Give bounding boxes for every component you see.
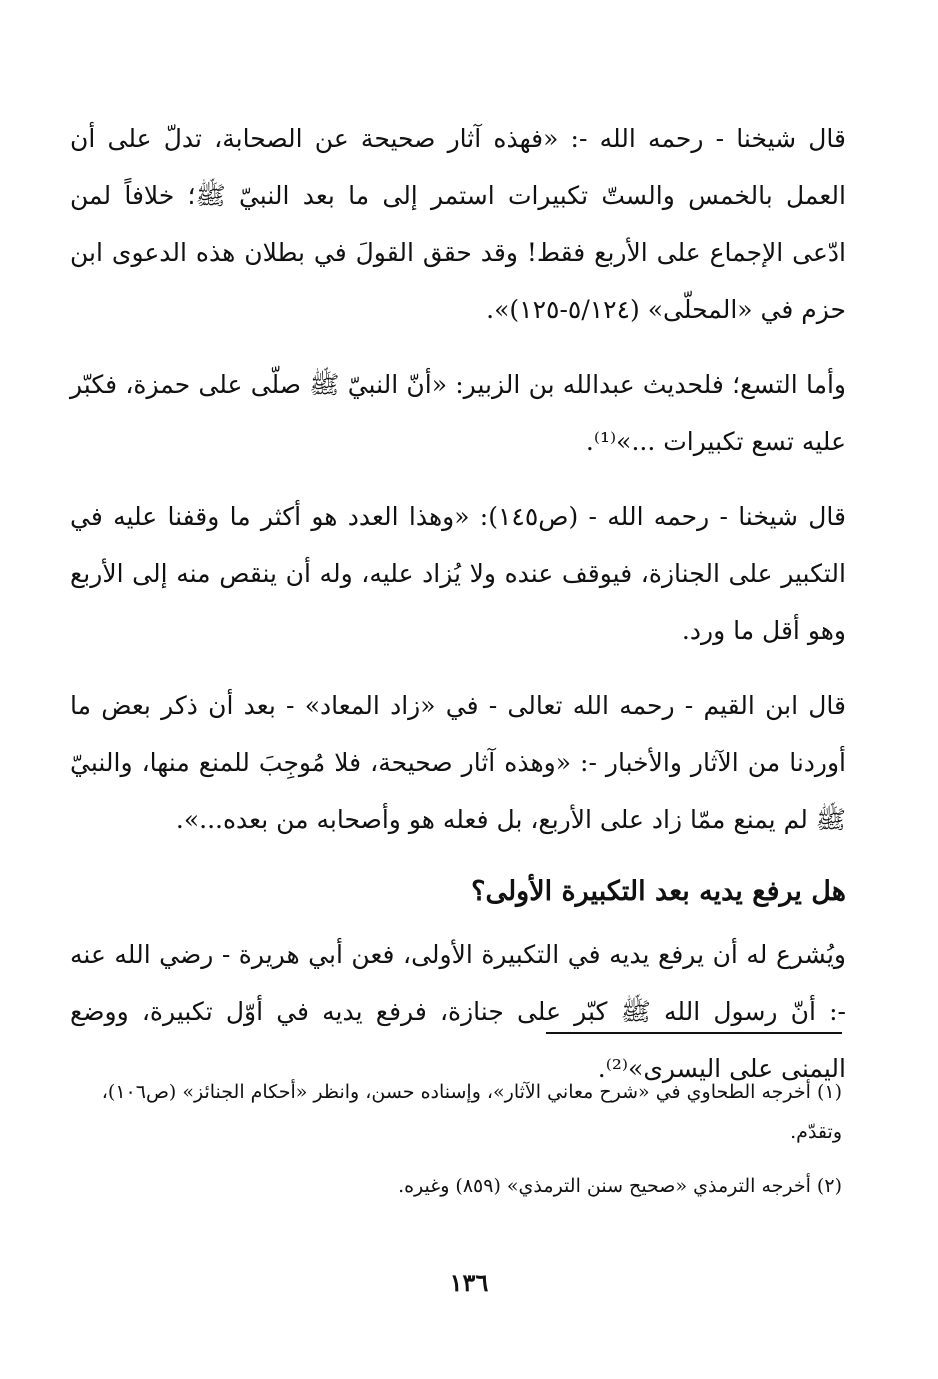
footnotes — [70, 1072, 842, 1220]
footnote-2: (٢) أخرجه الترمذي «صحيح سنن الترمذي» (٨٥٩) وغيره. — [398, 1175, 842, 1197]
page-number: ١٣٦ — [449, 1268, 489, 1297]
section-heading: هل يرفع يديه بعد التكبيرة الأولى؟ — [471, 876, 846, 907]
paragraph-4: قال ابن القيم - رحمه الله تعالى - في «زاد المعاد» - بعد أن ذكر بعض ما أوردنا من الآثار والأخبار -: «وهذه آثار صحيحة، فلا مُوجِبَ للمنع منها، والنبيّ ﷺ لم يمنع ممّا زاد على الأربع، بل فعله هو وأصحابه من بعده...». — [70, 691, 846, 834]
paragraph-5: ويُشرع له أن يرفع يديه في التكبيرة الأولى، فعن أبي هريرة - رضي الله عنه -: أنّ رسول الله ﷺ كبّر على جنازة، فرفع يديه في أوّل تكبيرة، ووضع اليمنى على اليسرى»⁽²⁾. — [70, 940, 846, 1083]
paragraph-3: قال شيخنا - رحمه الله - (ص١٤٥): «وهذا العدد هو أكثر ما وقفنا عليه في التكبير على الجنازة، فيوقف عنده ولا يُزاد عليه، وله أن ينقص منه إلى الأربع وهو أقل ما ورد. — [70, 502, 846, 645]
footnote-separator — [546, 1032, 842, 1034]
paragraph-1: قال شيخنا - رحمه الله -: «فهذه آثار صحيحة عن الصحابة، تدلّ على أن العمل بالخمس والستّ تكبيرات استمر إلى ما بعد النبيّ ﷺ؛ خلافاً لمن ادّعى الإجماع على الأربع فقط! وقد حقق القولَ في بطلان هذه الدعوى ابن حزم في «المحلّى» (٥/١٢٤-١٢٥)». — [70, 124, 846, 324]
paragraph-2: وأما التسع؛ فلحديث عبدالله بن الزبير: «أنّ النبيّ ﷺ صلّى على حمزة، فكبّر عليه تسع تكبيرات ...»⁽¹⁾. — [70, 370, 846, 456]
footnote-1: (١) أخرجه الطحاوي في «شرح معاني الآثار»، وإسناده حسن، وانظر «أحكام الجنائز» (ص١٠٦)، وتقدّم. — [101, 1081, 842, 1143]
